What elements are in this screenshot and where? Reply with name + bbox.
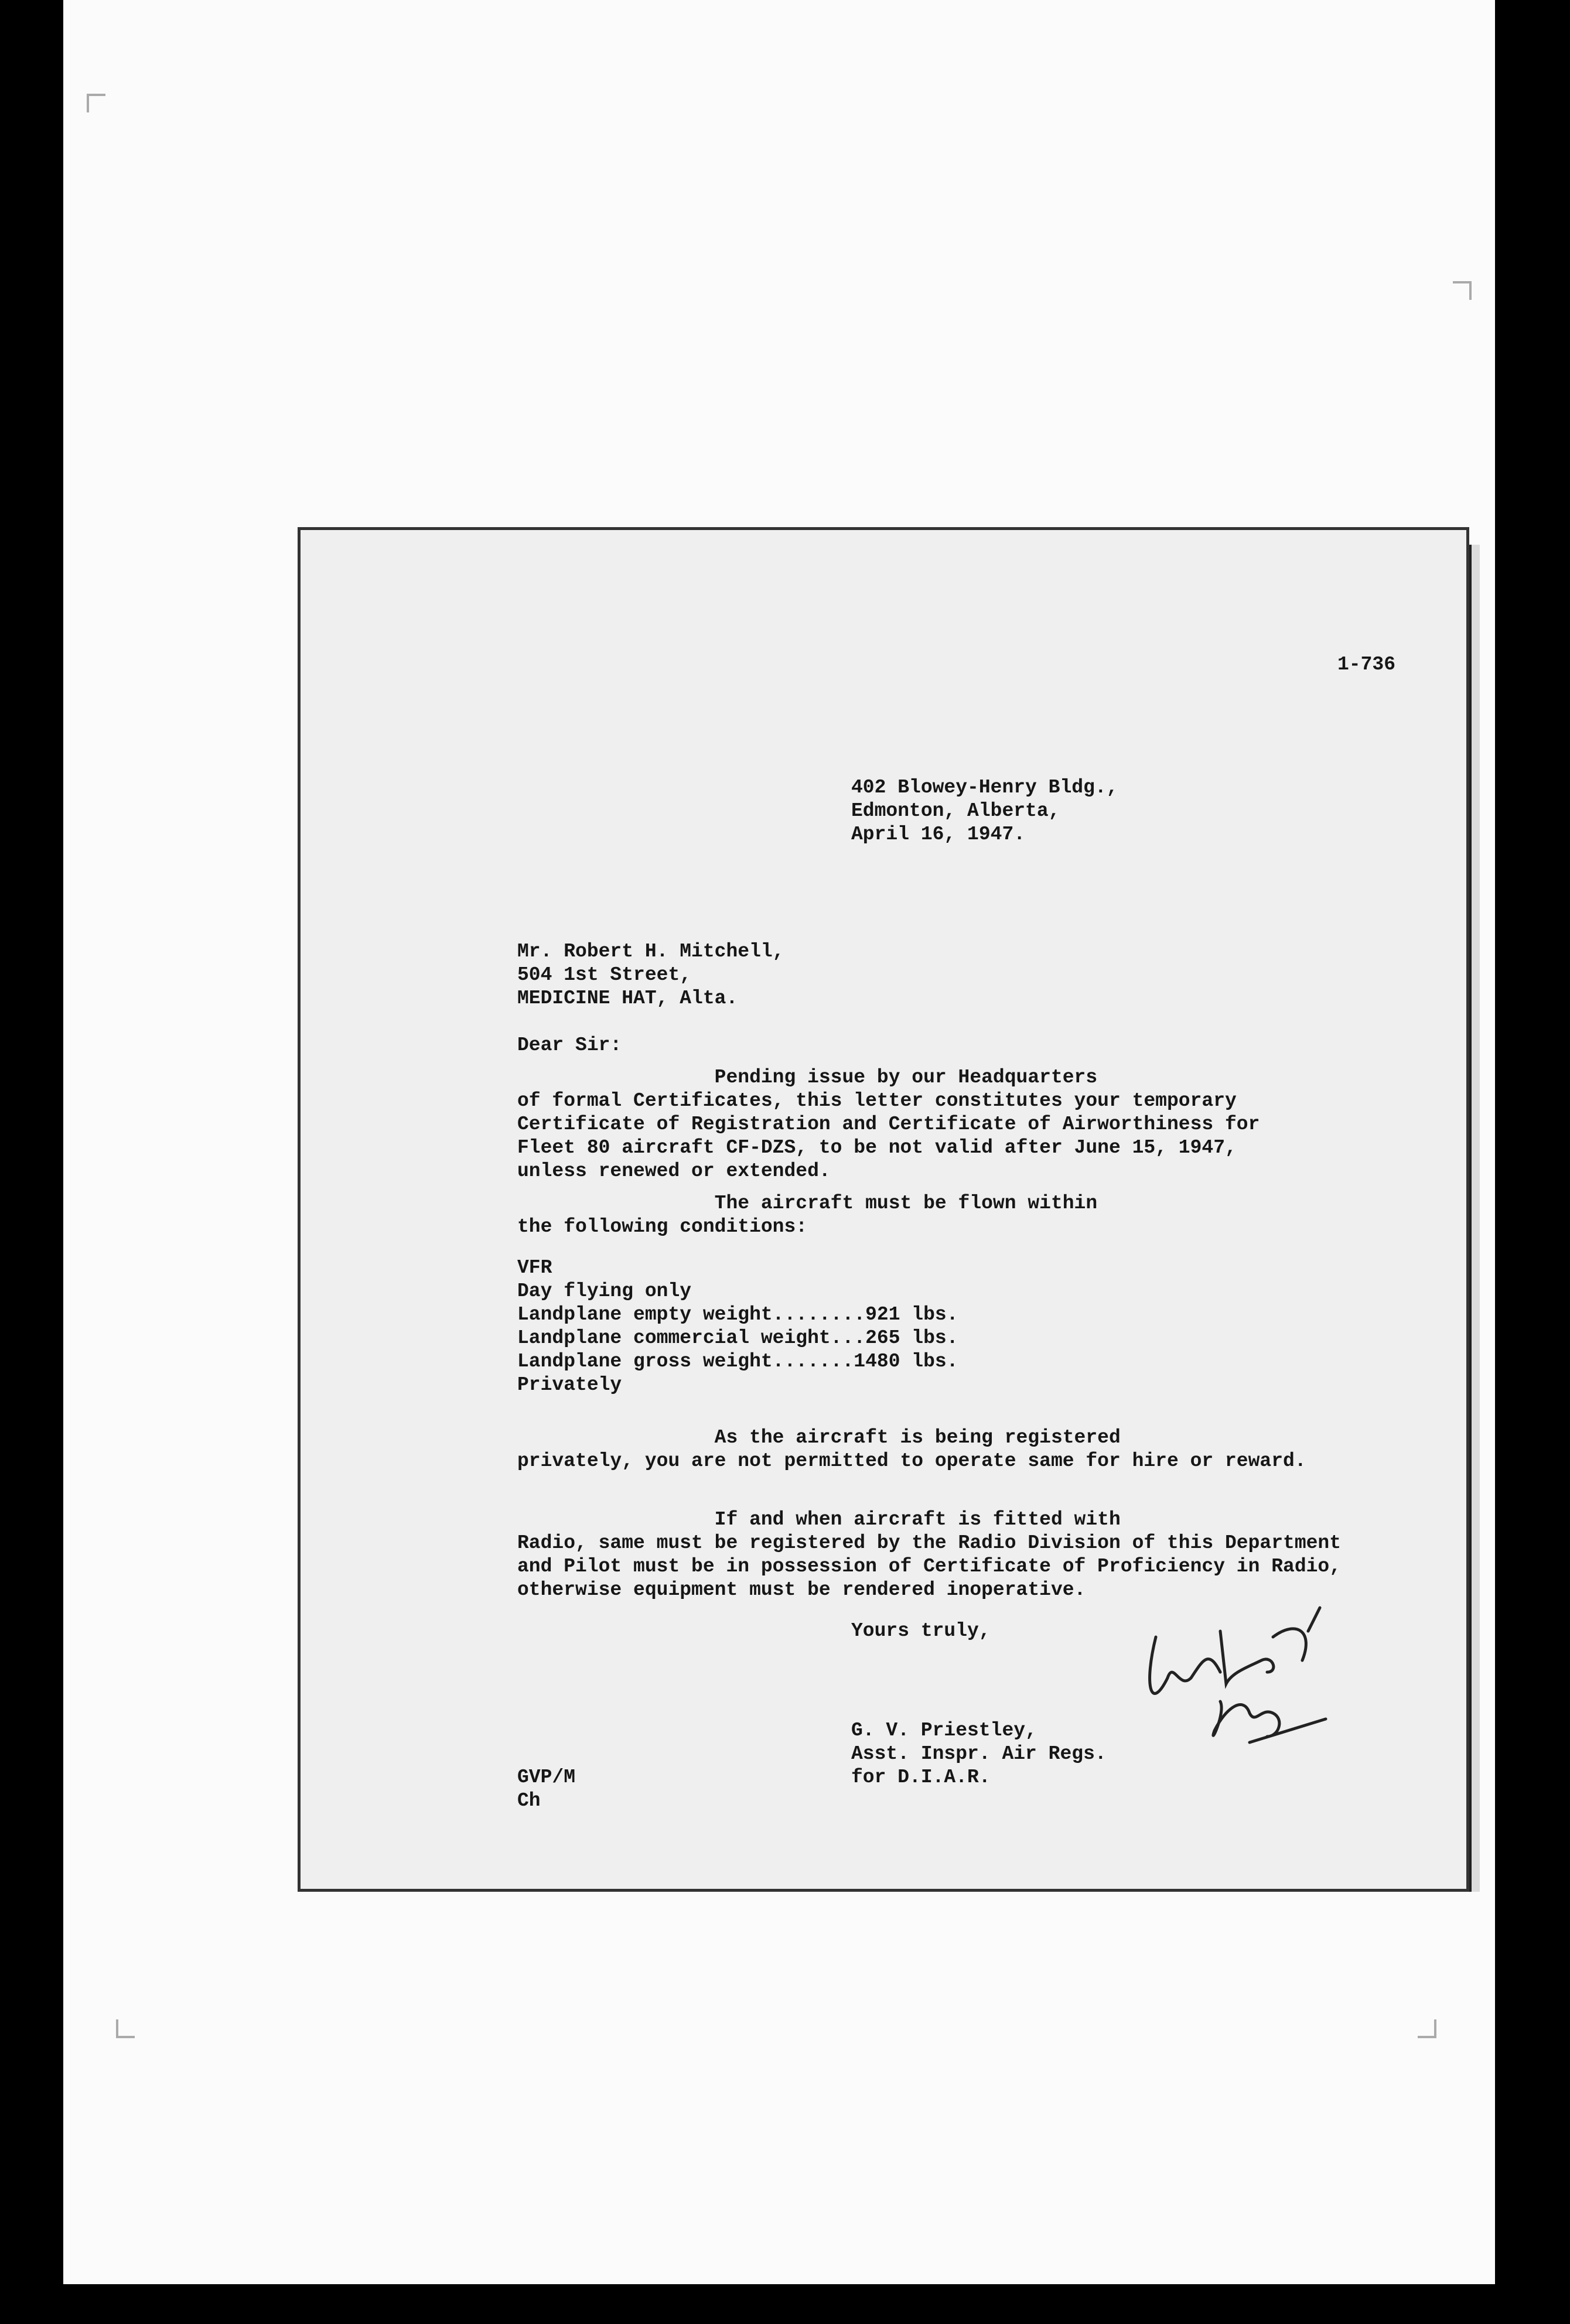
handwritten-signature: [1132, 1596, 1332, 1760]
folder-edge: [1469, 545, 1480, 1892]
condition-item: Privately: [517, 1374, 622, 1396]
condition-item: Landplane empty weight........921 lbs.: [517, 1304, 958, 1325]
frame-corner-mark: [1418, 2019, 1436, 2038]
paragraph-certificate: Pending issue by our Headquarters of formal Certificates, this letter constitutes your temporary Certificate of Registration and Certificate of Airworthiness for Fleet 80 aircraft CF-DZS, to be not valid after June 15, 1947, unless renewed or extended.: [517, 1067, 1260, 1182]
letter-sheet: [298, 527, 1469, 1892]
frame-corner-mark: [87, 94, 105, 112]
condition-item: Day flying only: [517, 1280, 692, 1302]
conditions-list: [517, 1256, 958, 1397]
frame-corner-mark: [1453, 281, 1472, 300]
sender-address: 402 Blowey-Henry Bldg., Edmonton, Alberta, April 16, 1947.: [851, 777, 1118, 845]
paragraph-radio: If and when aircraft is fitted with Radio, same must be registered by the Radio Division of this Department and Pilot must be in possession of Certificate of Proficiency in Radio, otherwise equipment must be rendered inoperative.: [517, 1509, 1342, 1601]
recipient-address: Mr. Robert H. Mitchell, 504 1st Street, MEDICINE HAT, Alta.: [517, 941, 784, 1009]
reference-initials: GVP/M Ch: [517, 1766, 576, 1812]
condition-item: Landplane commercial weight...265 lbs.: [517, 1327, 958, 1349]
signer-block: G. V. Priestley, Asst. Inspr. Air Regs. for D.I.A.R.: [851, 1720, 1107, 1788]
frame-corner-mark: [116, 2019, 135, 2038]
paragraph-private: As the aircraft is being registered privately, you are not permitted to operate same for hire or reward.: [517, 1427, 1306, 1472]
paragraph-conditions-intro: The aircraft must be flown within the following conditions:: [517, 1192, 1098, 1238]
condition-item: VFR: [517, 1257, 552, 1279]
closing: Yours truly,: [851, 1620, 991, 1642]
salutation: Dear Sir:: [517, 1034, 622, 1056]
document-number: 1-736: [1337, 654, 1396, 675]
condition-item: Landplane gross weight.......1480 lbs.: [517, 1351, 958, 1372]
microfilm-frame: [63, 0, 1495, 2284]
